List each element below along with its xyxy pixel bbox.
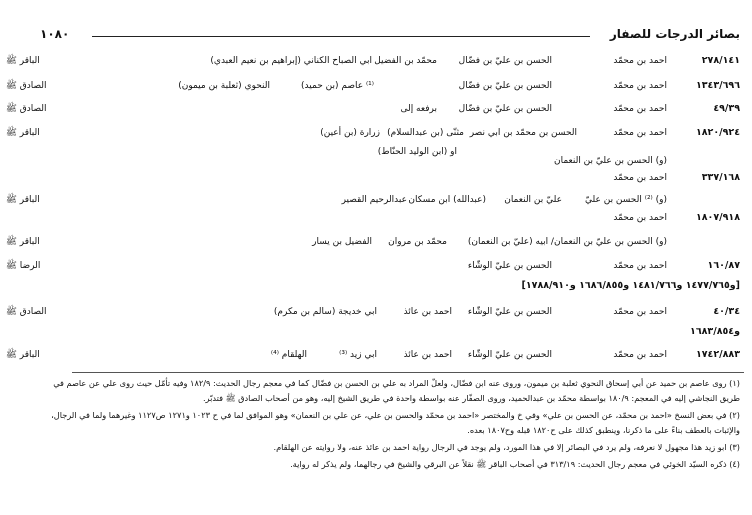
narrator: مثنّى (بن عبدالسلام)	[387, 128, 464, 138]
narrator: الحسن بن عليّ بن فضّال	[458, 104, 552, 114]
narrator: الحسن بن عليّ بن فضّال	[458, 81, 552, 91]
narrator: عليّ بن النعمان	[504, 195, 562, 205]
narrator: احمد بن محمّد	[613, 261, 667, 271]
narrator: ابي زيد ⁽³⁾	[339, 350, 377, 360]
narrator: الحسن بن عليّ الوشّاء	[467, 261, 552, 271]
narrator: الحسن بن عليّ بن فضّال	[458, 56, 552, 66]
hadith-ref: ١٧٤٢/٨٨٣	[695, 349, 740, 360]
footnote: (٤) ذكره السيّد الخوئي في معجم رجال الحديث: ٣١٣/١٩ في أصحاب الباقر ﷺ نقلاً عن البرقي والشيخ في رجالهما، ولم يذكر له رواية.	[290, 459, 740, 469]
hadith-ref: ١٨٠٧/٩١٨	[695, 212, 740, 223]
narrator: الحسن بن عليّ الوشّاء	[467, 350, 552, 360]
narrator: احمد بن محمّد	[613, 128, 667, 138]
imam-label: الباقر ﷺ	[6, 237, 40, 247]
narrator: احمد بن عائذ	[403, 307, 452, 317]
hadith-ref: ٤٩/٣٩	[713, 103, 740, 114]
narrator: احمد بن عائذ	[403, 350, 452, 360]
narrator: محمّد بن الفضيل	[374, 56, 437, 66]
header-rule	[92, 36, 590, 37]
footnote: (٣) ابو زيد هذا مجهول لا نعرفه، ولم يرد في البصائر إلا في هذا المورد، ولم يوجد في الرجال رواية احمد بن عائذ عنه، ولا روايته عن الهلقام.	[273, 442, 740, 452]
cross-references: و١٦٨٣/٨٥٤	[690, 326, 740, 337]
narrator: احمد بن محمّد	[613, 104, 667, 114]
hadith-ref: ١٦٠/٨٧	[707, 260, 740, 271]
running-header-title: بصائر الدرجات للصفار	[609, 27, 740, 41]
narrator: احمد بن محمّد	[613, 307, 667, 317]
hadith-ref: ٢٧٨/١٤١	[701, 55, 740, 66]
narrator: زرارة (بن أعين)	[320, 128, 380, 138]
narrator: محمّد بن مروان	[388, 237, 447, 247]
narrator: احمد بن محمّد	[613, 350, 667, 360]
footnote: طريق النجاشي إليه في المعجم: ١٨٠/٩ بواسطة محمّد بن عبدالحميد، وروى الصفّار عنه بواسطة واحدة في طريق الشيخ إليه، وهو من أصحاب الصادق ﷺ فتدبّر.	[202, 393, 740, 403]
footnote-rule	[72, 372, 744, 373]
hadith-ref: ٣٣٧/١٦٨	[701, 172, 740, 183]
footnote: (٢) في بعض النسخ «احمد بن محمّد، عن الحسن بن علي» وفي خ والمختصر «احمد بن محمّد والحسن بن علي، عن علي بن النعمان» وهو الموافق لما في ح ١٠٢٣ و١٢٧١ ص١١٢٧ وغيرهما ولما في الرجال،	[51, 410, 740, 420]
hadith-ref: ٤٠/٣٤	[713, 306, 740, 317]
imam-label: الباقر ﷺ	[6, 195, 40, 205]
imam-label: الصادق ﷺ	[6, 307, 47, 317]
narrator: احمد بن محمّد	[613, 173, 667, 183]
narrator: ابي خديجة (سالم بن مكرم)	[273, 307, 377, 317]
hadith-ref: ١٣٤٣/٦٩٦	[695, 80, 740, 91]
imam-label: الباقر ﷺ	[6, 128, 40, 138]
narrator: ⁽¹⁾ عاصم (بن حميد)	[301, 81, 374, 91]
narrator: (و) ⁽²⁾ الحسن بن عليّ	[585, 195, 667, 205]
narrator: الحسن بن محمّد بن ابي نصر	[469, 128, 577, 138]
footnote: (١) روى عاصم بن حميد عن أبي إسحاق النحوي ثعلبة بن ميمون، وروى عنه ابن فضّال، ولعلّ المراد به علي بن الحسن بن فضّال كما في معجم رجال الحديث: ١٨٢/٩ وفيه تأمّل حيث روى علي عن عاصم في	[53, 378, 740, 388]
narrator: او (ابن الوليد الحنّاط)	[377, 147, 457, 157]
imam-label: الباقر ﷺ	[6, 350, 40, 360]
narrator: (عبدالله) ابن مسكان	[408, 195, 486, 205]
imam-label: الباقر ﷺ	[6, 56, 40, 66]
narrator: عبدالرحيم القصير	[341, 195, 407, 205]
footnote: والإثبات بالعطف بناءً على ما ذكرنا، وينطبق كذلك على ح١٨٢٠ قبله وح١٨٠٧ بعده.	[467, 425, 740, 435]
narrator: النحوي (ثعلبة بن ميمون)	[178, 81, 270, 91]
narrator: الهلقام ⁽⁴⁾	[270, 350, 307, 360]
page-number: ١٠٨٠	[40, 27, 70, 41]
narrator: برفعه إلى	[400, 104, 437, 114]
narrator: ابي الصباح الكناني (إبراهيم بن نعيم العبدي)	[210, 56, 372, 66]
narrator: (و) الحسن بن عليّ بن النعمان	[553, 156, 667, 166]
cross-references: [و١٤٧٧/٧٦٥ و١٤٨١/٧٦٦ و١٦٨٦/٨٥٥ و١٧٨٨/٩١٠]	[521, 280, 740, 291]
narrator: (و) الحسن بن عليّ بن النعمان/ ابيه (عليّ بن النعمان)	[467, 237, 667, 247]
narrator: احمد بن محمّد	[613, 56, 667, 66]
hadith-ref: ١٨٢٠/٩٢٤	[695, 127, 740, 138]
imam-label: الصادق ﷺ	[6, 104, 47, 114]
imam-label: الرضا ﷺ	[6, 261, 41, 271]
narrator: الحسن بن عليّ الوشّاء	[467, 307, 552, 317]
narrator: احمد بن محمّد	[613, 213, 667, 223]
narrator: احمد بن محمّد	[613, 81, 667, 91]
narrator: الفضيل بن يسار	[312, 237, 372, 247]
imam-label: الصادق ﷺ	[6, 81, 47, 91]
